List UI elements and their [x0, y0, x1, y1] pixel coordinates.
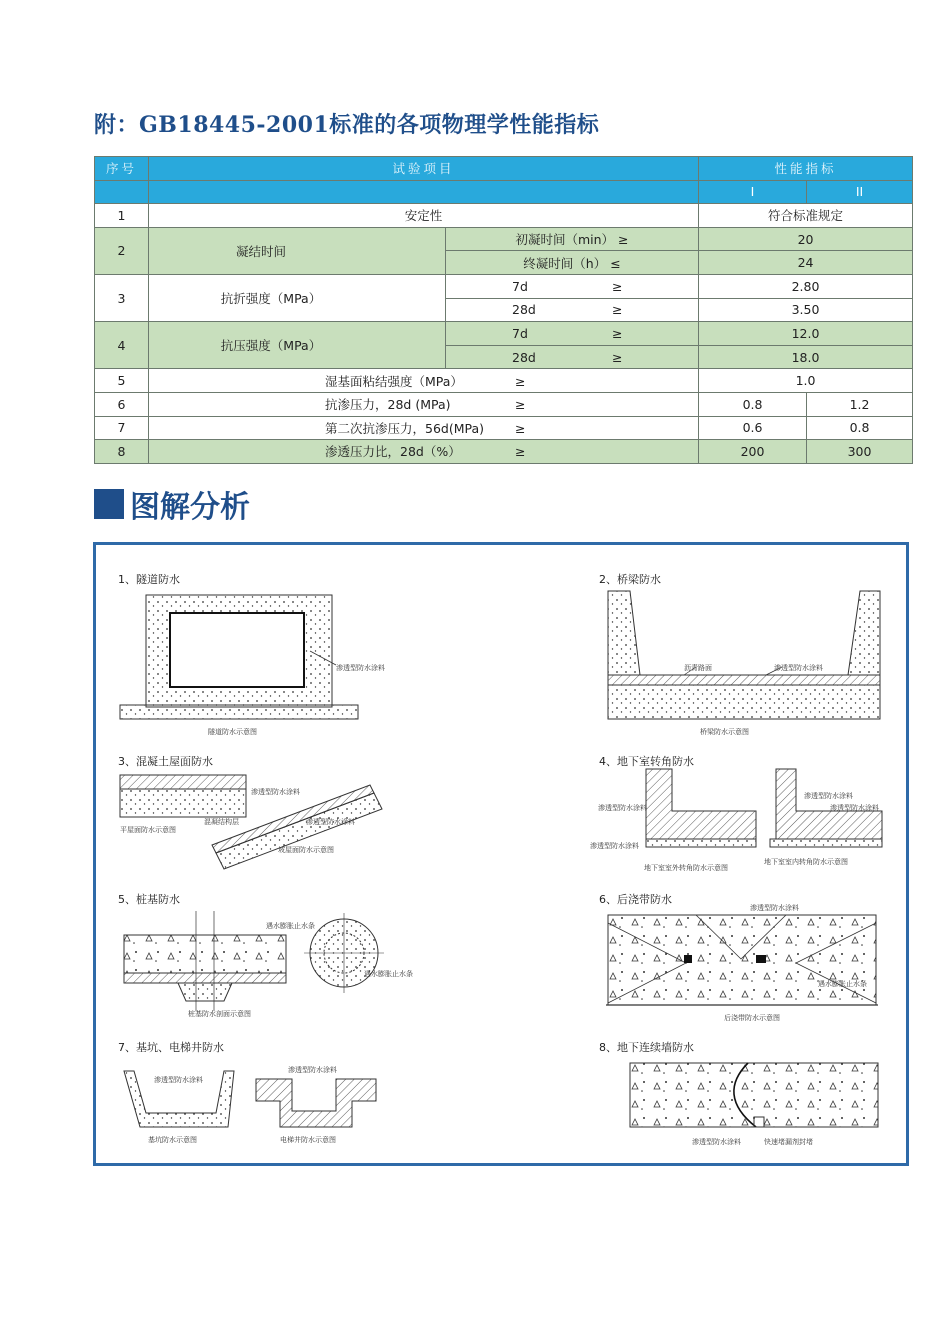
caption-pile: 桩基防水剖面示意图 — [188, 1010, 251, 1018]
diagram-panel: 1、隧道防水 渗透型防水涂料 隧道防水示意图 2、桥梁防水 沥青路面 渗透型防水涂料 桥梁防水示意图 3、混凝土屋面防水 渗透型防水涂料 混凝结构层 渗透型防水涂料 平屋面防水示意图 坡屋面防水示意图 4、地下室转角防水 渗透型防水涂料 渗透型防水涂料 渗透型防水涂料 渗透型防水涂料 地下室室外转角防水示意图 地下室室内转角防水示意图 5、桩基防水 遇水膨胀止水条 遇水膨胀止水条 桩基防水剖面示意图 6、后浇带防水 渗透型防水涂料 遇水膨胀止水条 后浇带防水示意图 7、基坑、电梯井防水 渗透型防水涂料 渗透型防水涂料 基坑防水示意图 电梯井防水示意图 8、地下连续墙防水 渗透型防水涂料 快速堵漏剂封堵 — [93, 542, 909, 1166]
caption-pit: 基坑防水示意图 — [148, 1136, 197, 1144]
diagram-title-post-pour: 6、后浇带防水 — [599, 893, 672, 906]
diagram-title-tunnel: 1、隧道防水 — [118, 573, 180, 586]
table-row: 2 凝结时间 初凝时间（min） ≥ 20 — [95, 227, 913, 251]
table-row: 4 抗压强度（MPa） 7d ≥ 12.0 — [95, 322, 913, 346]
pile-diagram — [120, 911, 400, 1015]
caption-flat-roof: 平屋面防水示意图 — [120, 826, 176, 834]
table-subheader-row — [95, 180, 913, 204]
header-item: 试验项目 — [149, 157, 699, 181]
header-grade-2: II — [807, 180, 913, 204]
diagram-title-roof: 3、混凝土屋面防水 — [118, 755, 213, 768]
diagram-title-bridge: 2、桥梁防水 — [599, 573, 661, 586]
caption-basement-inner: 地下室室内转角防水示意图 — [764, 858, 848, 866]
table-header-row — [95, 157, 913, 181]
header-perf: 性能指标 — [699, 157, 913, 181]
section-heading: 图解分析 — [94, 484, 250, 524]
bridge-diagram — [606, 589, 882, 723]
table-row: 6 抗渗压力，28d (MPa) ≥ 0.8 1.2 — [95, 392, 913, 416]
caption-post-pour: 后浇带防水示意图 — [724, 1014, 780, 1022]
table-row: 28d ≥ 3.50 — [95, 298, 913, 322]
diagram-title-pile: 5、桩基防水 — [118, 893, 180, 906]
diagram-title-pit: 7、基坑、电梯井防水 — [118, 1041, 224, 1054]
diagram-title-basement: 4、地下室转角防水 — [599, 755, 694, 768]
spec-table — [94, 156, 913, 464]
square-bullet-icon — [94, 489, 124, 519]
post-pour-diagram — [606, 913, 878, 1009]
page-title: 附：GB18445-2001标准的各项物理学性能指标 — [94, 112, 600, 138]
diagram-title-diaphragm: 8、地下连续墙防水 — [599, 1041, 694, 1054]
table-row: 1 安定性 符合标准规定 — [95, 204, 913, 228]
header-no: 序号 — [95, 157, 149, 181]
table-row: 5 湿基面粘结强度（MPa） ≥ 1.0 — [95, 369, 913, 393]
tunnel-diagram — [120, 591, 360, 721]
table-row: 28d ≥ 18.0 — [95, 345, 913, 369]
caption-shaft: 电梯井防水示意图 — [280, 1136, 336, 1144]
table-row: 7 第二次抗渗压力，56d(MPa) ≥ 0.6 0.8 — [95, 416, 913, 440]
caption-basement-outer: 地下室室外转角防水示意图 — [644, 864, 728, 872]
caption-bridge: 桥梁防水示意图 — [700, 728, 749, 736]
diaphragm-wall-diagram — [628, 1059, 880, 1135]
table-row: 8 渗透压力比，28d（%） ≥ 200 300 — [95, 440, 913, 464]
caption-sloped-roof: 坡屋面防水示意图 — [278, 846, 334, 854]
table-row: 终凝时间（h） ≤ 24 — [95, 251, 913, 275]
caption-tunnel: 隧道防水示意图 — [208, 728, 257, 736]
header-grade-1: I — [699, 180, 807, 204]
table-row: 3 抗折强度（MPa） 7d ≥ 2.80 — [95, 274, 913, 298]
